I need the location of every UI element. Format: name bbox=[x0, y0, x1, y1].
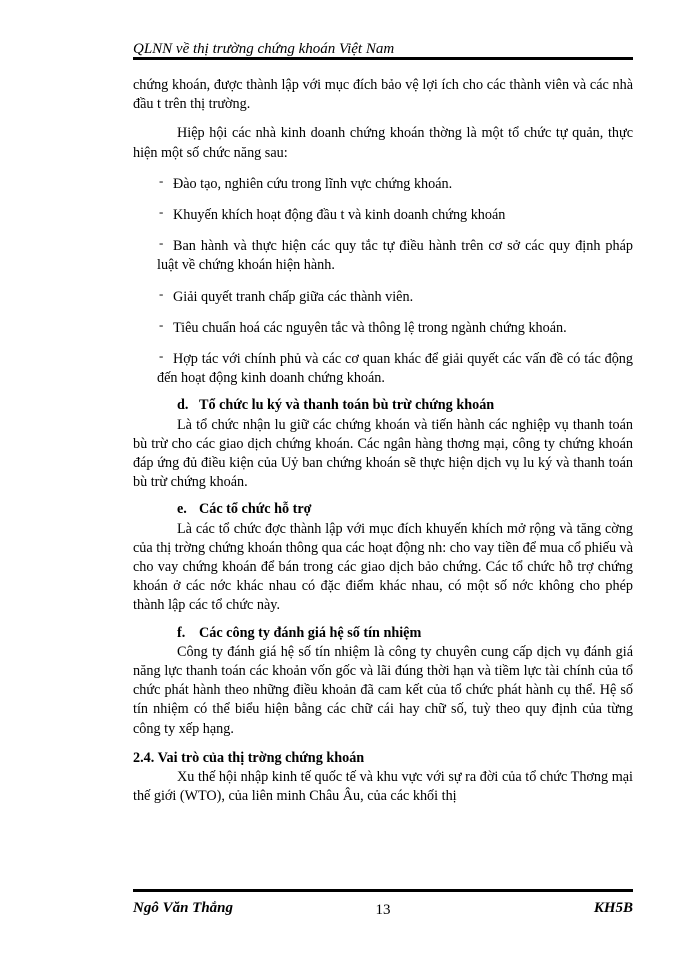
list-item bbox=[133, 285, 633, 307]
section-heading-2-4: 2.4. Vai trò của thị trờng chứng khoán bbox=[133, 749, 365, 766]
heading-text: Các tổ chức hỗ trợ bbox=[199, 501, 312, 518]
paragraph: Công ty đánh giá hệ số tín nhiệm là công ty chuyên cung cấp dịch vụ đánh giá năng lực thanh toán các khoản vốn gốc và lãi đúng thời hạn và tiềm lực tài chính của tổ chức phát hành theo những điều khoản đã cam kết của tổ chức phát hành cụ thể. Hệ số tín nhiệm có thể biểu hiện bằng các chữ cái hay chữ số, tuỳ theo quy định của từng công ty xếp hạng. bbox=[133, 643, 633, 737]
bullet-list bbox=[133, 172, 633, 389]
list-item bbox=[133, 206, 633, 225]
bullet-dash: - bbox=[159, 285, 164, 301]
paragraph: Là các tổ chức đợc thành lập với mục đích khuyến khích mở rộng và tăng cờng của thị trờng chứng khoán thông qua các hoạt động nh: cho vay tiền để mua cổ phiếu và cho vay chứng khoán để bán trong các giao dịch bảo chứng. Các tổ chức hỗ trợ chứng khoán ở các nớc khác nhau có đặc điểm khác nhau, có một số nớc không cho phép thành lập các tổ chức này. bbox=[133, 520, 633, 614]
bullet-dash: - bbox=[159, 348, 164, 364]
footer-rule bbox=[133, 889, 633, 892]
header-title: QLNN về thị trường chứng khoán Việt Nam bbox=[133, 41, 395, 57]
bullet-dash: - bbox=[159, 316, 164, 332]
list-item bbox=[133, 172, 633, 194]
footer bbox=[133, 900, 633, 920]
paragraph: chứng khoán, được thành lập với mục đích bảo vệ lợi ích cho các thành viên và các nhà đầu t trên thị trường. bbox=[133, 77, 633, 113]
list-item-text: Tiêu chuẩn hoá các nguyên tắc và thông lệ trong ngành chứng khoán. bbox=[173, 319, 567, 336]
list-item-text: Ban hành và thực hiện các quy tắc tự điều hành trên cơ sở các quy định pháp luật về chứng khoán hiện hành. bbox=[157, 238, 633, 274]
footer-code: KH5B bbox=[593, 900, 633, 916]
header-rule bbox=[133, 57, 633, 60]
paragraph: Là tổ chức nhận lu giữ các chứng khoán và tiến hành các nghiệp vụ thanh toán bù trừ cho các giao dịch chứng khoán. Các ngân hàng thơng mại, công ty chứng khoán đáp ứng đủ điều kiện của Uỷ ban chứng khoán sẽ thực hiện dịch vụ lu ký và thanh toán bù trừ chứng khoán. bbox=[133, 416, 633, 491]
heading-text: Tổ chức lu ký và thanh toán bù trừ chứng khoán bbox=[199, 397, 495, 414]
list-item-text: Đào tạo, nghiên cứu trong lĩnh vực chứng khoán. bbox=[173, 175, 453, 192]
list-item bbox=[133, 316, 633, 338]
heading-label: d. bbox=[177, 397, 189, 414]
section-heading-d bbox=[133, 396, 633, 415]
bullet-dash: - bbox=[159, 172, 164, 188]
section-heading-f bbox=[133, 624, 633, 643]
list-item bbox=[133, 237, 633, 275]
list-item-text: Giải quyết tranh chấp giữa các thành viên. bbox=[173, 288, 414, 305]
page-number: 13 bbox=[375, 902, 391, 918]
heading-label: e. bbox=[177, 501, 187, 518]
paragraph: Xu thế hội nhập kinh tế quốc tế và khu vực với sự ra đời của tổ chức Thơng mại thế giới (WTO), của liên minh Châu Âu, của các khối thị bbox=[133, 769, 633, 805]
bullet-dash: - bbox=[159, 235, 164, 251]
heading-label: f. bbox=[177, 624, 186, 641]
list-item-text: Hợp tác với chính phủ và các cơ quan khác để giải quyết các vấn đề có tác động đến hoạt động kinh doanh chứng khoán. bbox=[157, 351, 633, 387]
footer-author: Ngô Văn Thắng bbox=[133, 900, 234, 916]
paragraph: Hiệp hội các nhà kinh doanh chứng khoán thờng là một tổ chức tự quản, thực hiện một số chức năng sau: bbox=[133, 125, 633, 161]
heading-text: Các công ty đánh giá hệ số tín nhiệm bbox=[199, 624, 422, 641]
section-heading-e bbox=[133, 500, 633, 519]
list-item-text: Khuyến khích hoạt động đầu t và kinh doanh chứng khoán bbox=[173, 207, 506, 224]
page-body bbox=[133, 76, 633, 807]
bullet-dash: - bbox=[159, 204, 164, 220]
list-item bbox=[133, 350, 633, 388]
